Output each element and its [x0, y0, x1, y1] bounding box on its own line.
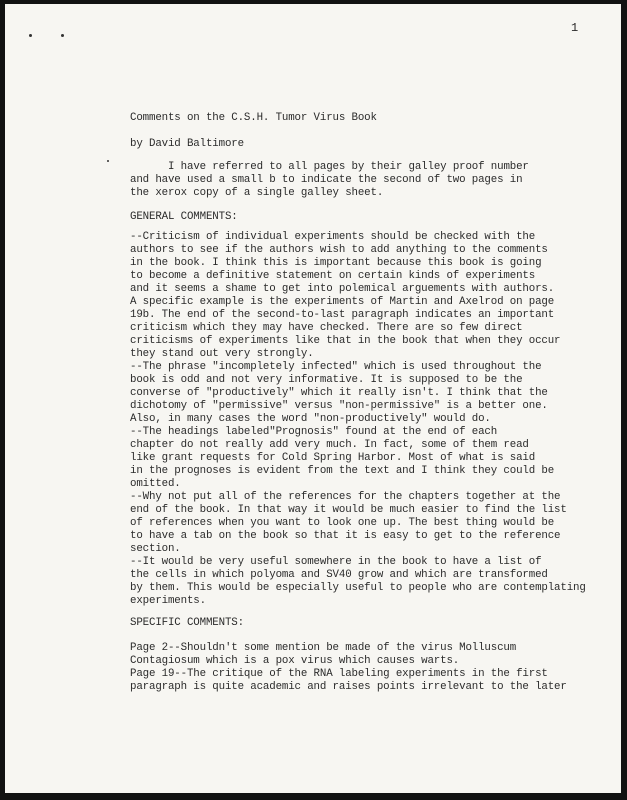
general-line: experiments. [130, 595, 206, 607]
punch-mark [61, 34, 64, 37]
specific-line: Page 2--Shouldn't some mention be made of the virus Molluscum [130, 642, 517, 654]
general-line: converse of "productively" which it really isn't. I think that the [130, 387, 548, 399]
general-line: by them. This would be especially useful to people who are contemplating [130, 582, 586, 594]
general-line: like grant requests for Cold Spring Harbor. Most of what is said [130, 452, 536, 464]
general-line: Also, in many cases the word "non-productively" would do. [130, 413, 491, 425]
general-line: the cells in which polyoma and SV40 grow and which are transformed [130, 569, 548, 581]
intro-line: I have referred to all pages by their galley proof number [168, 161, 529, 173]
general-line: dichotomy of "permissive" versus "non-permissive" is a better one. [130, 400, 548, 412]
general-line: criticisms of experiments like that in the book that when they occur [130, 335, 561, 347]
general-line: --Criticism of individual experiments should be checked with the [130, 231, 536, 243]
document-title: Comments on the C.S.H. Tumor Virus Book [130, 112, 377, 124]
general-line: chapter do not really add very much. In fact, some of them read [130, 439, 529, 451]
intro-line: and have used a small b to indicate the second of two pages in [130, 174, 523, 186]
general-line: criticism which they may have checked. There are so few direct [130, 322, 523, 334]
general-line: book is odd and not very informative. It is supposed to be the [130, 374, 523, 386]
byline: by David Baltimore [130, 138, 244, 150]
specific-line: Contagiosum which is a pox virus which causes warts. [130, 655, 460, 667]
general-line: of references when you want to look one up. The best thing would be [130, 517, 555, 529]
general-line: 19b. The end of the second-to-last paragraph indicates an important [130, 309, 555, 321]
general-line: and it seems a shame to get into polemical arguements with authors. [130, 283, 555, 295]
general-line: section. [130, 543, 181, 555]
general-line: in the book. I think this is important because this book is going [130, 257, 542, 269]
general-line: --The headings labeled"Prognosis" found at the end of each [130, 426, 498, 438]
punch-mark [29, 34, 32, 37]
general-line: in the prognoses is evident from the text and I think they could be [130, 465, 555, 477]
specific-comments-heading: SPECIFIC COMMENTS: [130, 617, 244, 629]
general-line: --Why not put all of the references for the chapters together at the [130, 491, 561, 503]
general-line: --It would be very useful somewhere in the book to have a list of [130, 556, 542, 568]
general-line: --The phrase "incompletely infected" which is used throughout the [130, 361, 542, 373]
general-line: end of the book. In that way it would be much easier to find the list [130, 504, 567, 516]
ink-speck [107, 160, 109, 162]
general-comments-heading: GENERAL COMMENTS: [130, 211, 238, 223]
specific-line: Page 19--The critique of the RNA labeling experiments in the first [130, 668, 548, 680]
general-line: A specific example is the experiments of Martin and Axelrod on page [130, 296, 555, 308]
specific-line: paragraph is quite academic and raises points irrelevant to the later [130, 681, 567, 693]
general-line: omitted. [130, 478, 181, 490]
general-line: to have a tab on the book so that it is easy to get to the reference [130, 530, 561, 542]
general-line: authors to see if the authors wish to add anything to the comments [130, 244, 548, 256]
general-line: they stand out very strongly. [130, 348, 314, 360]
general-line: to become a definitive statement on certain kinds of experiments [130, 270, 536, 282]
page-number: 1 [571, 21, 579, 35]
intro-line: the xerox copy of a single galley sheet. [130, 187, 384, 199]
document-page [5, 4, 621, 793]
